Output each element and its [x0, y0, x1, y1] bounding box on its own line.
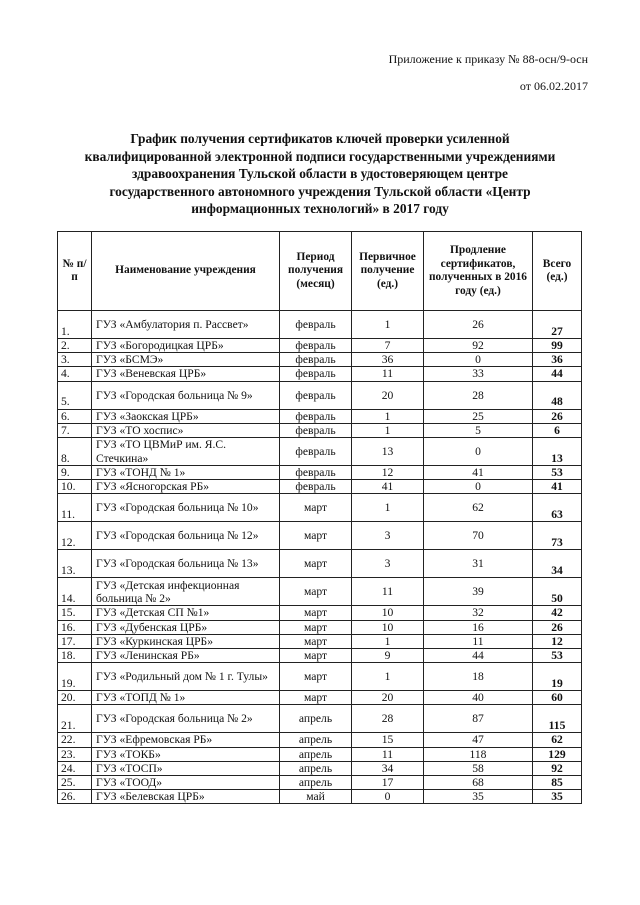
row-number: 22. — [58, 733, 92, 747]
row-number: 17. — [58, 634, 92, 648]
table-row — [58, 423, 582, 437]
total-count: 42 — [533, 606, 582, 620]
table-row — [58, 522, 582, 550]
renewal-count: 25 — [424, 409, 533, 423]
col-header-primary: Первичное получение (ед.) — [352, 232, 424, 311]
table-body — [58, 311, 582, 804]
row-number: 7. — [58, 423, 92, 437]
renewal-count: 47 — [424, 733, 533, 747]
row-number: 3. — [58, 353, 92, 367]
renewal-count: 68 — [424, 776, 533, 790]
total-count: 50 — [533, 578, 582, 606]
total-count: 129 — [533, 747, 582, 761]
row-number: 5. — [58, 381, 92, 409]
period-month: апрель — [280, 776, 352, 790]
row-number: 2. — [58, 339, 92, 353]
total-count: 48 — [533, 381, 582, 409]
renewal-count: 118 — [424, 747, 533, 761]
institution-name: ГУЗ «Городская больница № 9» — [92, 381, 280, 409]
certificate-schedule-table — [57, 231, 582, 804]
period-month: апрель — [280, 733, 352, 747]
period-month: март — [280, 494, 352, 522]
period-month: февраль — [280, 353, 352, 367]
renewal-count: 18 — [424, 663, 533, 691]
row-number: 24. — [58, 761, 92, 775]
table-row — [58, 705, 582, 733]
total-count: 12 — [533, 634, 582, 648]
table-row — [58, 438, 582, 466]
primary-count: 20 — [352, 691, 424, 705]
table-row — [58, 663, 582, 691]
total-count: 44 — [533, 367, 582, 381]
renewal-count: 32 — [424, 606, 533, 620]
period-month: март — [280, 649, 352, 663]
total-count: 60 — [533, 691, 582, 705]
table-row — [58, 311, 582, 339]
period-month: февраль — [280, 381, 352, 409]
institution-name: ГУЗ «ТОКБ» — [92, 747, 280, 761]
institution-name: ГУЗ «Богородицкая ЦРБ» — [92, 339, 280, 353]
row-number: 20. — [58, 691, 92, 705]
period-month: апрель — [280, 747, 352, 761]
table-row — [58, 381, 582, 409]
primary-count: 20 — [352, 381, 424, 409]
period-month: март — [280, 691, 352, 705]
renewal-count: 62 — [424, 494, 533, 522]
primary-count: 10 — [352, 620, 424, 634]
period-month: март — [280, 606, 352, 620]
period-month: февраль — [280, 339, 352, 353]
renewal-count: 26 — [424, 311, 533, 339]
primary-count: 28 — [352, 705, 424, 733]
renewal-count: 5 — [424, 423, 533, 437]
institution-name: ГУЗ «ТОНД № 1» — [92, 466, 280, 480]
primary-count: 11 — [352, 747, 424, 761]
primary-count: 12 — [352, 466, 424, 480]
institution-name: ГУЗ «Родильный дом № 1 г. Тулы» — [92, 663, 280, 691]
primary-count: 1 — [352, 634, 424, 648]
period-month: март — [280, 522, 352, 550]
total-count: 85 — [533, 776, 582, 790]
primary-count: 9 — [352, 649, 424, 663]
table-row — [58, 790, 582, 804]
total-count: 63 — [533, 494, 582, 522]
table-row — [58, 634, 582, 648]
institution-name: ГУЗ «Детская СП №1» — [92, 606, 280, 620]
col-header-total: Всего (ед.) — [533, 232, 582, 311]
row-number: 25. — [58, 776, 92, 790]
institution-name: ГУЗ «Городская больница № 13» — [92, 550, 280, 578]
institution-name: ГУЗ «ТОПД № 1» — [92, 691, 280, 705]
table-row — [58, 480, 582, 494]
period-month: март — [280, 578, 352, 606]
table-row — [58, 353, 582, 367]
period-month: март — [280, 634, 352, 648]
row-number: 23. — [58, 747, 92, 761]
table-row — [58, 776, 582, 790]
period-month: март — [280, 550, 352, 578]
table-row — [58, 620, 582, 634]
renewal-count: 40 — [424, 691, 533, 705]
total-count: 19 — [533, 663, 582, 691]
institution-name: ГУЗ «ТОСП» — [92, 761, 280, 775]
renewal-count: 0 — [424, 353, 533, 367]
row-number: 10. — [58, 480, 92, 494]
row-number: 21. — [58, 705, 92, 733]
total-count: 99 — [533, 339, 582, 353]
period-month: март — [280, 663, 352, 691]
institution-name: ГУЗ «Куркинская ЦРБ» — [92, 634, 280, 648]
period-month: февраль — [280, 466, 352, 480]
period-month: февраль — [280, 367, 352, 381]
total-count: 53 — [533, 649, 582, 663]
table-row — [58, 367, 582, 381]
table-row — [58, 747, 582, 761]
period-month: февраль — [280, 311, 352, 339]
row-number: 15. — [58, 606, 92, 620]
col-header-period: Период получения (месяц) — [280, 232, 352, 311]
appendix-reference: Приложение к приказу № 88-осн/9-осн — [388, 52, 588, 66]
total-count: 115 — [533, 705, 582, 733]
total-count: 35 — [533, 790, 582, 804]
primary-count: 1 — [352, 409, 424, 423]
period-month: апрель — [280, 705, 352, 733]
renewal-count: 87 — [424, 705, 533, 733]
row-number: 18. — [58, 649, 92, 663]
order-date: от 06.02.2017 — [519, 79, 588, 93]
table-row — [58, 494, 582, 522]
col-header-institution: Наименование учреждения — [92, 232, 280, 311]
institution-name: ГУЗ «ТО хоспис» — [92, 423, 280, 437]
primary-count: 36 — [352, 353, 424, 367]
total-count: 34 — [533, 550, 582, 578]
renewal-count: 35 — [424, 790, 533, 804]
table-row — [58, 733, 582, 747]
primary-count: 1 — [352, 311, 424, 339]
renewal-count: 41 — [424, 466, 533, 480]
row-number: 11. — [58, 494, 92, 522]
primary-count: 3 — [352, 522, 424, 550]
total-count: 27 — [533, 311, 582, 339]
primary-count: 0 — [352, 790, 424, 804]
primary-count: 3 — [352, 550, 424, 578]
institution-name: ГУЗ «Заокская ЦРБ» — [92, 409, 280, 423]
total-count: 36 — [533, 353, 582, 367]
institution-name: ГУЗ «Ясногорская РБ» — [92, 480, 280, 494]
table-row — [58, 761, 582, 775]
table-row — [58, 339, 582, 353]
renewal-count: 58 — [424, 761, 533, 775]
primary-count: 17 — [352, 776, 424, 790]
total-count: 41 — [533, 480, 582, 494]
table-row — [58, 409, 582, 423]
period-month: февраль — [280, 423, 352, 437]
primary-count: 34 — [352, 761, 424, 775]
primary-count: 11 — [352, 367, 424, 381]
table-row — [58, 649, 582, 663]
primary-count: 15 — [352, 733, 424, 747]
institution-name: ГУЗ «БСМЭ» — [92, 353, 280, 367]
table-row — [58, 606, 582, 620]
col-header-number: № п/п — [58, 232, 92, 311]
institution-name: ГУЗ «ТООД» — [92, 776, 280, 790]
row-number: 6. — [58, 409, 92, 423]
renewal-count: 44 — [424, 649, 533, 663]
primary-count: 1 — [352, 494, 424, 522]
row-number: 16. — [58, 620, 92, 634]
renewal-count: 31 — [424, 550, 533, 578]
institution-name: ГУЗ «Ефремовская РБ» — [92, 733, 280, 747]
institution-name: ГУЗ «Детская инфекционная больница № 2» — [92, 578, 280, 606]
primary-count: 13 — [352, 438, 424, 466]
renewal-count: 70 — [424, 522, 533, 550]
renewal-count: 0 — [424, 438, 533, 466]
row-number: 13. — [58, 550, 92, 578]
period-month: февраль — [280, 480, 352, 494]
renewal-count: 92 — [424, 339, 533, 353]
renewal-count: 16 — [424, 620, 533, 634]
table-header-row — [58, 232, 582, 311]
row-number: 26. — [58, 790, 92, 804]
total-count: 6 — [533, 423, 582, 437]
period-month: май — [280, 790, 352, 804]
institution-name: ГУЗ «Городская больница № 2» — [92, 705, 280, 733]
primary-count: 11 — [352, 578, 424, 606]
renewal-count: 11 — [424, 634, 533, 648]
institution-name: ГУЗ «Городская больница № 10» — [92, 494, 280, 522]
institution-name: ГУЗ «Белевская ЦРБ» — [92, 790, 280, 804]
total-count: 26 — [533, 409, 582, 423]
institution-name: ГУЗ «ТО ЦВМиР им. Я.С. Стечкина» — [92, 438, 280, 466]
total-count: 26 — [533, 620, 582, 634]
institution-name: ГУЗ «Веневская ЦРБ» — [92, 367, 280, 381]
period-month: апрель — [280, 761, 352, 775]
period-month: март — [280, 620, 352, 634]
document-title: График получения сертификатов ключей проверки усиленной квалифицированной электронной подписи государственными учреждениями здравоохранения Тульской области в удостоверяющем центре государственного автономного учреждения Тульской области «Центр информационных технологий» в 2017 году — [84, 131, 556, 216]
period-month: февраль — [280, 438, 352, 466]
total-count: 73 — [533, 522, 582, 550]
row-number: 1. — [58, 311, 92, 339]
primary-count: 1 — [352, 663, 424, 691]
row-number: 4. — [58, 367, 92, 381]
table-row — [58, 550, 582, 578]
primary-count: 1 — [352, 423, 424, 437]
table-row — [58, 466, 582, 480]
row-number: 9. — [58, 466, 92, 480]
institution-name: ГУЗ «Дубенская ЦРБ» — [92, 620, 280, 634]
total-count: 53 — [533, 466, 582, 480]
renewal-count: 39 — [424, 578, 533, 606]
row-number: 19. — [58, 663, 92, 691]
table-row — [58, 578, 582, 606]
total-count: 13 — [533, 438, 582, 466]
row-number: 12. — [58, 522, 92, 550]
institution-name: ГУЗ «Ленинская РБ» — [92, 649, 280, 663]
primary-count: 10 — [352, 606, 424, 620]
primary-count: 7 — [352, 339, 424, 353]
renewal-count: 0 — [424, 480, 533, 494]
renewal-count: 33 — [424, 367, 533, 381]
institution-name: ГУЗ «Амбулатория п. Рассвет» — [92, 311, 280, 339]
renewal-count: 28 — [424, 381, 533, 409]
period-month: февраль — [280, 409, 352, 423]
total-count: 62 — [533, 733, 582, 747]
table-row — [58, 691, 582, 705]
col-header-renewal: Продление сертификатов, полученных в 2016 году (ед.) — [424, 232, 533, 311]
primary-count: 41 — [352, 480, 424, 494]
total-count: 92 — [533, 761, 582, 775]
row-number: 8. — [58, 438, 92, 466]
row-number: 14. — [58, 578, 92, 606]
institution-name: ГУЗ «Городская больница № 12» — [92, 522, 280, 550]
